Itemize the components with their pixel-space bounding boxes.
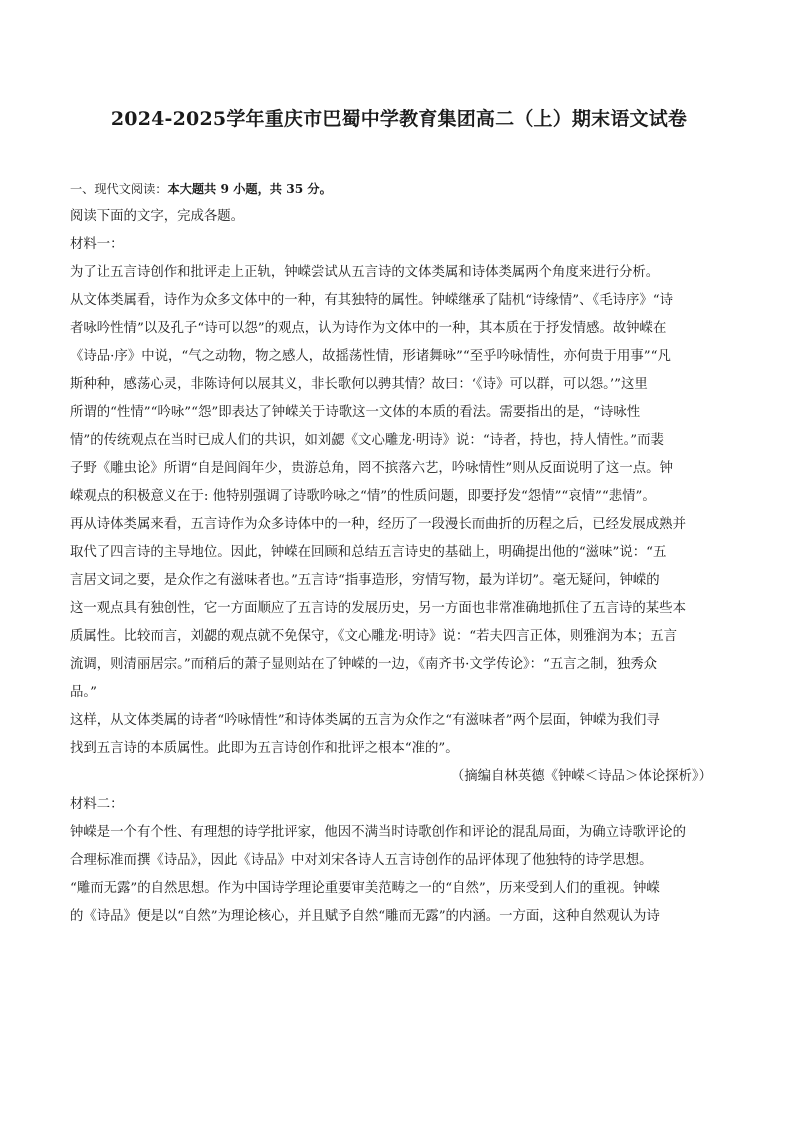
text-line: 《诗品·序》中说，“气之动物，物之感人，故摇荡性情，形诸舞咏”“至乎吟咏情性，亦何贵于用事”“凡	[70, 349, 671, 364]
text-line: 质属性。比较而言，刘勰的观点就不免保守，《文心雕龙·明诗》说：“若夫四言正体，则雅润为本；五言	[70, 629, 677, 644]
text-line: 找到五言诗的本质属性。此即为五言诗创作和批评之根本“准的”。	[70, 741, 459, 756]
text-line: 这样，从文体类属的诗者“吟咏情性”和诗体类属的五言为众作之“有滋味者”两个层面，钟嵘为我们寻	[70, 713, 660, 728]
material-1-body	[70, 259, 728, 763]
material-2-label: 材料二：	[70, 797, 124, 812]
material-1-source: （摘编自林英德《钟嵘＜诗品＞体论探析》）	[450, 769, 712, 784]
text-line: “雕而无露”的自然思想。作为中国诗学理论重要审美范畴之一的“自然”，历来受到人们的重视。钟嵘	[70, 881, 660, 896]
text-line: 斯种种，感荡心灵，非陈诗何以展其义，非长歌何以骋其情？故曰：‘《诗》可以群，可以怨。’”这里	[70, 377, 648, 392]
section-description: 本大题共 9 小题，共 35 分。	[167, 182, 332, 196]
text-line: 嵘观点的积极意义在于: 他特别强调了诗歌吟咏之“情”的性质问题，即要抒发“怨情”“哀情”“悲情”。	[70, 489, 656, 504]
material-1-label: 材料一：	[70, 237, 124, 252]
text-line: 合理标准而撰《诗品》，因此《诗品》中对刘宋各诗人五言诗创作的品评体现了他独特的诗学思想。	[70, 853, 653, 868]
section-heading	[70, 175, 728, 203]
page-title: 2024-2025学年重庆市巴蜀中学教育集团高二（上）期末语文试卷	[110, 108, 688, 130]
material-2-body	[70, 819, 728, 931]
text-line: 品。”	[70, 685, 97, 700]
text-line: 流调，则清丽居宗。”而稍后的萧子显则站在了钟嵘的一边，《南齐书·文学传论》：“五言之制，独秀众	[70, 657, 658, 672]
text-line: 这一观点具有独创性，它一方面顺应了五言诗的发展历史，另一方面也非常准确地抓住了五言诗的某些本	[70, 601, 686, 616]
text-line: 再从诗体类属来看，五言诗作为众多诗体中的一种，经历了一段漫长而曲折的历程之后，已经发展成熟并	[70, 517, 686, 532]
text-line: 情”的传统观点在当时已成人们的共识，如刘勰《文心雕龙·明诗》说：“诗者，持也，持人情性。”而裴	[70, 433, 664, 448]
text-line: 为了让五言诗创作和批评走上正轨，钟嵘尝试从五言诗的文体类属和诗体类属两个角度来进行分析。	[70, 265, 660, 280]
text-line: 者咏吟性情”以及孔子“诗可以怨”的观点，认为诗作为文体中的一种，其本质在于抒发情感。故钟嵘在	[70, 321, 667, 336]
section-number: 一、现代文阅读：	[70, 182, 168, 196]
text-line: 子野《雕虫论》所谓“自是闾阎年少，贵游总角，罔不摈落六艺，吟咏情性”则从反面说明了这一点。钟	[70, 461, 673, 476]
instruction-text: 阅读下面的文字，完成各题。	[70, 209, 245, 224]
text-line: 言居文词之要，是众作之有滋味者也。”五言诗“指事造形，穷情写物，最为详切”。毫无疑问，钟嵘的	[70, 573, 660, 588]
text-line: 的《诗品》便是以“自然”为理论核心，并且赋予自然“雕而无露”的内涵。一方面，这种自然观认为诗	[70, 909, 660, 924]
text-line: 取代了四言诗的主导地位。因此，钟嵘在回顾和总结五言诗史的基础上，明确提出他的“滋味”说：“五	[70, 545, 667, 560]
text-line: 所谓的“性情”“吟咏”“怨”即表达了钟嵘关于诗歌这一文体的本质的看法。需要指出的是，“诗咏性	[70, 405, 641, 420]
text-line: 钟嵘是一个有个性、有理想的诗学批评家，他因不满当时诗歌创作和评论的混乱局面，为确立诗歌评论的	[70, 825, 686, 840]
text-line: 从文体类属看，诗作为众多文体中的一种，有其独特的属性。钟嵘继承了陆机“诗缘情”、《毛诗序》“诗	[70, 293, 674, 308]
